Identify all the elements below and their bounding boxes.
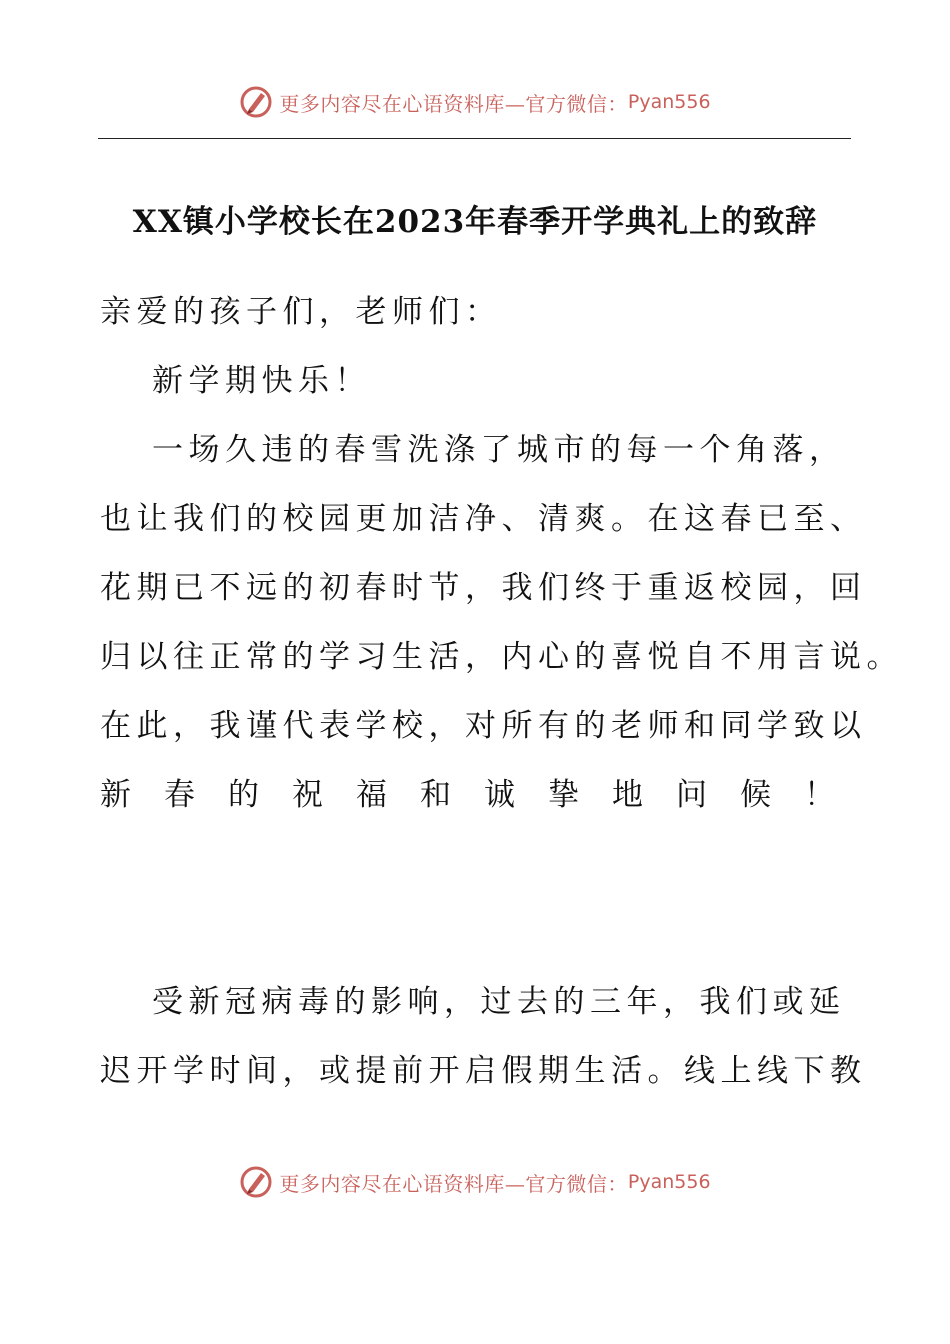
document-title: XX镇小学校长在2023年春季开学典礼上的致辞 bbox=[132, 204, 818, 240]
salutation: 亲爱的孩子们，老师们： bbox=[100, 294, 502, 330]
header-brand-text: 更多内容尽在心语资料库—官方微信： bbox=[279, 91, 628, 116]
paragraph-1-line-4: 归以往正常的学习生活，内心的喜悦自不用言说。 bbox=[100, 639, 903, 675]
header-divider bbox=[98, 138, 851, 139]
spread-char: 福 bbox=[356, 777, 387, 813]
spread-char: 候 bbox=[740, 777, 771, 813]
paragraph-2-line-1: 受新冠病毒的影响，过去的三年，我们或延 bbox=[152, 984, 846, 1020]
page-footer-brand bbox=[0, 1162, 950, 1202]
spread-char: 春 bbox=[164, 777, 195, 813]
pen-circle-logo-icon bbox=[239, 1165, 273, 1199]
spread-char: 诚 bbox=[484, 777, 515, 813]
paragraph-spacer bbox=[100, 830, 860, 968]
spread-char: 挚 bbox=[548, 777, 579, 813]
spread-char: 祝 bbox=[292, 777, 323, 813]
paragraph-1-line-3: 花期已不远的初春时节，我们终于重返校园，回 bbox=[100, 570, 867, 606]
paragraph-1-line-6 bbox=[100, 761, 835, 830]
spread-char: 的 bbox=[228, 777, 259, 813]
spread-char: 地 bbox=[612, 777, 643, 813]
footer-brand-id: Pyan556 bbox=[627, 1171, 711, 1193]
spread-char: 问 bbox=[676, 777, 707, 813]
spread-char: ！ bbox=[804, 777, 835, 813]
header-brand-id: Pyan556 bbox=[627, 91, 711, 113]
spread-char: 和 bbox=[420, 777, 451, 813]
spread-char: 新 bbox=[100, 777, 131, 813]
paragraph-1-line-2: 也让我们的校园更加洁净、清爽。在这春已至、 bbox=[100, 501, 867, 537]
page-header-brand bbox=[0, 82, 950, 122]
paragraph-1-line-5: 在此，我谨代表学校，对所有的老师和同学致以 bbox=[100, 708, 867, 744]
footer-brand-text: 更多内容尽在心语资料库—官方微信： bbox=[279, 1171, 628, 1196]
greeting: 新学期快乐！ bbox=[152, 363, 371, 399]
paragraph-1-line-1: 一场久违的春雪洗涤了城市的每一个角落， bbox=[152, 432, 846, 468]
document-body bbox=[100, 278, 903, 1106]
pen-circle-logo-icon bbox=[239, 85, 273, 119]
paragraph-2-line-2: 迟开学时间，或提前开启假期生活。线上线下教 bbox=[100, 1053, 867, 1089]
